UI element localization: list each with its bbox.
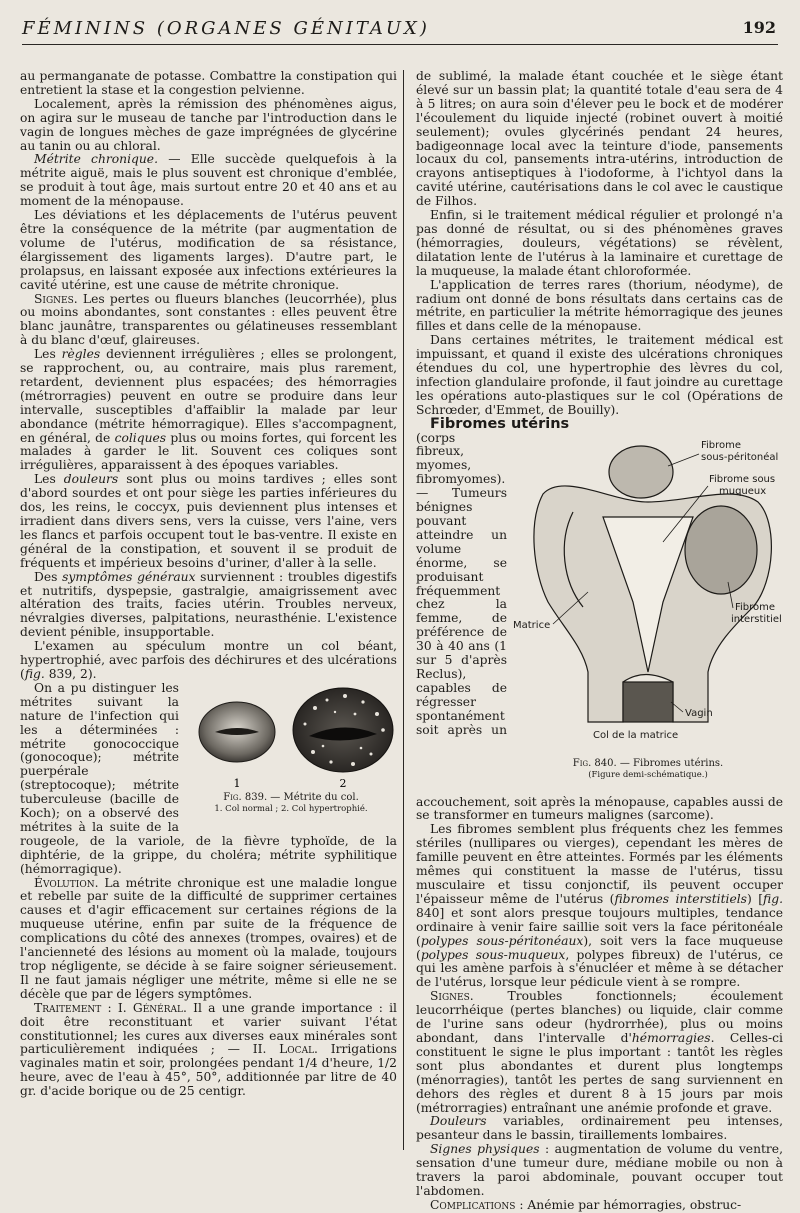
paragraph: Les douleurs sont plus ou moins tardives ; elles sont d'abord sourdes et ont pour siège les parties inférieures du dos, les reins, le coccyx, puis deviennent plus intenses et irradient dans divers sens, vers la cuisse, vers l'aine, vers les flancs et parfois occupent tout le bas-ventre. Il existe en général de la constipation, et souvent il se produit de fréquents et impérieux besoins d'uriner, d'aller à la selle. <box>20 472 397 570</box>
term: Métrite chronique. <box>34 152 158 167</box>
fibrome-interstitiel-shape <box>685 506 757 594</box>
figure-label-1: 1 <box>233 776 241 790</box>
paragraph: Les règles deviennent irrégulières ; elles se prolongent, se rapprochent, ou, au contraire, mais plus rarement, retardent, deviennent plus espacées; des hémorragies (métrorragies) peuvent en outre se produire dans leur intervalle, susceptibles d'affaiblir la malade par leur abondance (métrite hémorragique). Elles s'accompagnent, en général, de coliques plus ou moins fortes, qui forcent les malades à garder le lit. Souvent ces coliques sont irrégulières, apparaissent à des époques variables. <box>20 347 397 473</box>
label-interstitiel: Fibrome <box>735 601 776 613</box>
label-col: Col de la matrice <box>593 729 679 741</box>
right-column <box>416 70 783 1213</box>
paragraph: L'application de terres rares (thorium, néodyme), de radium ont donné de bons résultats dans certains cas de métrite, en particulier la métrite hémorragique des jeunes filles et dans celle de la ménopause. <box>416 277 783 334</box>
paragraph <box>416 415 783 432</box>
term: Complications <box>430 1197 516 1212</box>
paragraph: Évolution. La métrite chronique est une maladie longue et rebelle par suite de la difficulté de supprimer certaines causes et d'agir efficacement sur certaines régions de la muqueuse utérine, enfin par suite de la fréquence de complications du côté des annexes (trompes, ovaires) et de l'ancienneté des lésions au moment où la malade, toujours trop négligente, se décide à se faire soigner sérieusement. Il ne faut jamais négliger une métrite, même si elle ne se décèle que par de légers symptômes. <box>20 875 397 1001</box>
paragraph: Métrite chronique. — Elle succède quelquefois à la métrite aiguë, mais le plus souvent est chronique d'emblée, se produit à tout âge, mais surtout entre 20 et 40 ans et au moment de la ménopause. <box>20 152 397 209</box>
paragraph: Signes physiques : augmentation de volume du ventre, sensation d'une tumeur dure, médiane mobile ou non à travers la paroi abdominale, pouvant occuper tout l'abdomen. <box>416 1142 783 1198</box>
figure-839-illustration <box>185 684 397 792</box>
label-sous-muqueux: Fibrome sous <box>709 473 776 485</box>
paragraph: On a pu distinguer les métrites suivant la nature de l'infection qui les a déterminées : métrite gonococcique (gonocoque); métrite puerpérale (streptocoque); métrite tuberculeuse (bacille de Koch); on a observé des métrites à la suite de la rougeole, de la variole, de la fièvre typhoïde, de la diphtérie, de la grippe, du choléra; métrite syphilitique (hémorragique). <box>20 680 397 876</box>
paragraph: L'examen au spéculum montre un col béant, hypertrophié, avec parfois des déchirures et des ulcérations (fig. 839, 2). <box>20 639 397 681</box>
paragraph: Les déviations et les déplacements de l'utérus peuvent être la conséquence de la métrite (par augmentation de volume de l'utérus, modification de sa résistance, élargissement des ligaments larges). D'autre part, le prolapsus, en laissant exposée aux infections extérieures la cavité utérine, est une cause de métrite chronique. <box>20 208 397 292</box>
figure-840-subcaption: (Figure demi-schématique.) <box>588 769 708 780</box>
label-vagin: Vagin <box>685 707 713 719</box>
figure-840-caption: Fig. 840. — Fibromes utérins. <box>572 757 724 769</box>
label-sous-peritoneal-2: sous-péritonéal <box>701 451 779 463</box>
label-interstitiel-2: interstitiel <box>731 613 782 625</box>
fibrome-sous-peritoneal-shape <box>609 446 673 498</box>
paragraph: Les fibromes semblent plus fréquents chez les femmes stériles (nullipares ou vierges), cependant les mères de famille peuvent en être atteintes. Formés par les éléments mêmes qui constituent la masse de l'utérus, tissu musculaire et tissu conjonctif, ils peuvent occuper l'épaisseur même de l'utérus (fibromes interstitiels) [fig. 840] et sont alors presque toujours multiples, tendance ordinaire à venir faire saillie soit vers la face péritonéale (polypes sous-péritonéaux), soit vers la face muqueuse (polypes sous-muqueux, polypes fibreux) de l'utérus, ce qui les amène parfois à s'énucléer et même à se détacher de l'utérus, lorsque leur pédicule vient à se rompre. <box>416 822 783 990</box>
figure-839-subcaption: 1. Col normal ; 2. Col hypertrophié. <box>214 803 368 814</box>
paragraph: Signes. Les pertes ou flueurs blanches (leucorrhée), plus ou moins abondantes, sont constantes : elles peuvent être blanc jaunâtre, transparentes ou gélatineuses ressemblant à du blanc d'œuf, glaireuses. <box>20 291 397 348</box>
term: Traitement : I. Général. <box>34 1000 187 1015</box>
running-header <box>22 14 778 45</box>
paragraph: Des symptômes généraux surviennent : troubles digestifs et nutritifs, dyspepsie, gastralgie, amaigrissement avec altération des traits, facies utérin. Troubles nerveux, névralgies diverses, palpitations, neurasthénie. L'existence devient pénible, insupportable. <box>20 569 398 640</box>
figure-840 <box>513 432 783 792</box>
paragraph: au permanganate de potasse. Combattre la constipation qui entretient la stase et la congestion pelvienne. <box>20 69 397 97</box>
paragraph: Dans certaines métrites, le traitement médical est impuissant, et quand il existe des ulcérations chroniques étendues du col, une hypertrophie des lèvres du col, infection glandulaire profonde, il faut joindre au curettage les opérations auto-plastiques sur le col (Opérations de Schrœder, d'Emmet, de Bouilly). <box>416 333 783 417</box>
left-column <box>20 70 397 1099</box>
paragraph: Signes. Troubles fonctionnels; écoulement leucorrhéique (pertes blanches) ou liquide, clair comme de l'urine sans odeur (hydrorrhée), plus ou moins abondant, dans l'intervalle d'hémorragies. Celles-ci constituent le signe le plus important : tantôt les règles sont plus abondantes et durent plus longtemps (ménorragies), tantôt les pertes de sang surviennent en dehors des règles et durent 8 à 15 jours par mois (métrorragies) entraînant une anémie profonde et grave. <box>416 989 783 1115</box>
paragraph: (corps fibreux, myomes, fibromyomes). — Tumeurs bénignes pouvant atteindre un volume énorme, se produisant fréquemment chez la femme, de préférence de 30 à 40 ans (1 sur 5 d'après Reclus), capables de régresser spontanément soit après un accouchement, soit après la ménopause, capables aussi de se transformer en tumeurs malignes (sarcome). <box>416 430 783 823</box>
term: Évolution. <box>34 875 99 890</box>
paragraph: Complications : Anémie par hémorragies, obstruc- <box>430 1197 742 1212</box>
figure-839 <box>185 684 397 824</box>
running-title: FÉMININS (ORGANES GÉNITAUX) <box>22 18 430 39</box>
column-divider <box>403 70 404 1150</box>
term: Signes. <box>430 989 474 1004</box>
label-sous-peritoneal: Fibrome <box>701 439 742 451</box>
page-number: 192 <box>742 18 776 37</box>
vagina-shape <box>623 682 673 722</box>
paragraph: Enfin, si le traitement médical régulier et prolongé n'a pas donné de résultat, ou si des phénomènes graves (hémorragies, douleurs, végétations) se révèlent, dilatation lente de l'utérus à la laminaire et curettage de la muqueuse, la malade étant chloroformée. <box>416 208 783 278</box>
term: Fibromes utérins <box>430 415 570 432</box>
paragraph: Localement, après la rémission des phénomènes aigus, on agira sur le museau de tanche par l'introduction dans le vagin de longues mèches de gaze imprégnées de glycérine au tanin ou au chloral. <box>20 96 397 153</box>
paragraph: Douleurs variables, ordinairement peu intenses, pesanteur dans le bassin, tiraillements lombaires. <box>416 1114 783 1143</box>
figure-label-2: 2 <box>339 776 347 790</box>
paragraph: Traitement : I. Général. Il a une grande importance : il doit être reconstituant et varier suivant l'état constitutionnel; les cures aux diverses eaux minérales sont particulièrement indiquées ; — II. Local. Irrigations vaginales matin et soir, prolongées pendant 1/4 d'heure, 1/2 heure, avec de l'eau à 45°, 50°, additionnée par litre de 40 gr. d'acide borique ou de 25 centigr. <box>20 1000 397 1099</box>
term: Signes. <box>34 291 78 306</box>
label-sous-muqueux-2: muqueux <box>719 485 767 497</box>
figure-839-caption: Fig. 839. — Métrite du col. <box>223 791 359 803</box>
figure-840-illustration <box>513 432 783 758</box>
label-matrice: Matrice <box>513 619 551 631</box>
paragraph: de sublimé, la malade étant couchée et le siège étant élevé sur un bassin plat; la quantité totale d'eau sera de 4 à 5 litres; on aura soin d'élever peu le bock et de modérer l'écoulement du liquide injecté (robinet ouvert à moitié seulement); ovules glycérinés pendant 24 heures, badigeonnage local avec la teinture d'iode, pansements locaux du col, pansements intra-utérins, introduction de crayons antiseptiques à l'iodoforme, à l'ichtyol dans la cavité utérine, cautérisations dans le col avec le caustique de Filhos. <box>416 69 783 209</box>
